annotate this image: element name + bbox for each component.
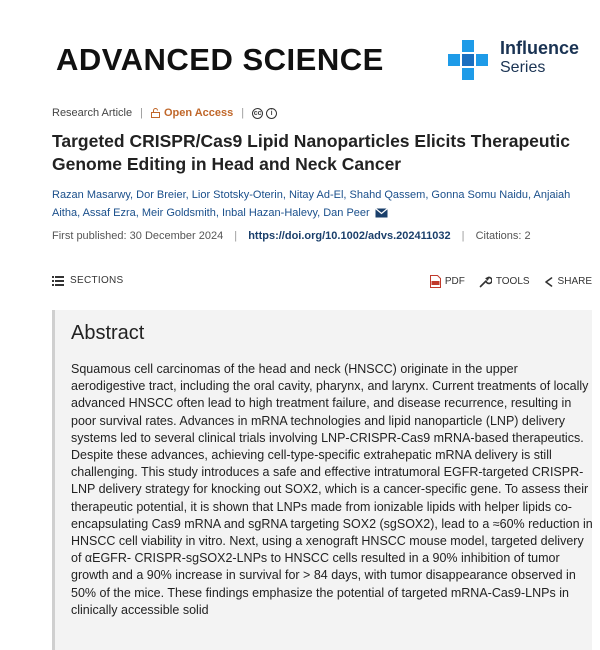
divider: | [140, 107, 143, 119]
journal-logo[interactable]: ADVANCED SCIENCE [56, 42, 384, 77]
influence-plus-icon [448, 40, 488, 80]
pdf-button[interactable] [430, 275, 465, 288]
license-icons[interactable] [252, 108, 277, 119]
share-icon [544, 277, 554, 287]
tools-button[interactable] [479, 275, 530, 288]
abstract-section [52, 310, 592, 650]
citations-count[interactable]: Citations: 2 [475, 230, 531, 242]
wrench-icon [479, 275, 492, 288]
open-access-label: Open Access [163, 107, 234, 119]
influence-series-logo[interactable] [448, 38, 588, 82]
influence-subtitle: Series [500, 59, 546, 76]
sections-menu[interactable] [52, 275, 124, 286]
divider: | [461, 230, 465, 242]
share-label: SHARE [557, 276, 592, 287]
open-access-badge[interactable] [151, 107, 233, 119]
article-type: Research Article [52, 107, 133, 119]
share-button[interactable] [544, 276, 592, 287]
authors-text[interactable]: Razan Masarwy, Dor Breier, Lior Stotsky-Oterin, Nitay Ad-El, Shahd Qassem, Gonna Somu Naidu, Anjaiah Aitha, Assaf Ezra, Meir Goldsmith, Inbal Hazan-Halevy, Dan Peer [52, 189, 571, 219]
by-icon: i [266, 108, 277, 119]
pdf-label: PDF [444, 276, 465, 287]
publication-info [52, 230, 531, 242]
first-published-date: 30 December 2024 [129, 230, 224, 242]
author-list[interactable] [52, 186, 587, 222]
list-icon [52, 276, 64, 286]
abstract-heading: Abstract [71, 322, 145, 344]
divider: | [241, 107, 245, 119]
article-toolbar [52, 272, 592, 292]
divider: | [234, 230, 238, 242]
doi-link[interactable]: https://doi.org/10.1002/advs.202411032 [248, 230, 451, 242]
first-published-label: First published: [52, 230, 127, 242]
sections-label: SECTIONS [70, 275, 124, 286]
influence-title: Influence [500, 38, 580, 58]
pdf-icon [430, 275, 441, 288]
tools-label: TOOLS [495, 276, 530, 287]
open-lock-icon [151, 108, 160, 118]
cc-icon: cc [253, 109, 262, 117]
abstract-text: Squamous cell carcinomas of the head and neck (HNSCC) originate in the upper aerodigestive tract, including the oral cavity, pharynx, and larynx. Current treatments of locally advanced HNSCC often lead to high treatment failure, and disease recurrence, resulting in poor survival rates. Advances in mRNA technologies and lipid nanoparticle (LNP) delivery systems led to several clinical trials involving LNP-CRISPR-Cas9 mRNA-based therapeutics. Despite these advances, achieving cell-type-specific extrahepatic mRNA delivery is still challenging. This study introduces a safe and effective intratumoral EGFR-targeted CRISPR-LNP delivery strategy for knocking out SOX2, which is a cancer-specific gene. To assess their therapeutic potential, it is shown that LNPs made from ionizable lipids with helper lipids co-encapsulating Cas9 mRNA and sgRNA targeting SOX2 (sgSOX2), lead to a ≈60% reduction in HNSCC cell viability in vitro. Next, using a xenograft HNSCC mouse model, targeted delivery of αEGFR- CRISPR-sgSOX2-LNPs to HNSCC cells resulted in a 90% inhibition of tumor growth and a 90% increase in survival for > 84 days, with tumor disappearance observed in 50% of the mice. These findings emphasize the potential of targeted mRNA-Cas9-LNPs in clinically accessible solid [71, 362, 593, 617]
toolbar-actions [430, 275, 592, 288]
article-title: Targeted CRISPR/Cas9 Lipid Nanoparticles Elicits Therapeutic Genome Editing in Head and Neck Cancer [52, 131, 571, 174]
masthead [0, 0, 600, 100]
article-meta-row [52, 103, 277, 123]
mail-icon[interactable] [375, 208, 388, 218]
